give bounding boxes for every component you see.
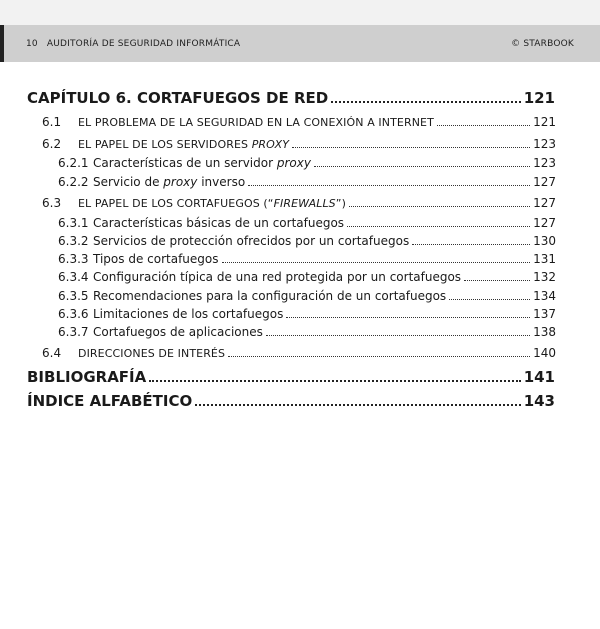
leader-dots — [449, 299, 530, 300]
toc-entry-page: 127 — [533, 196, 556, 210]
leader-dots — [437, 125, 530, 126]
toc-entry-6-3 — [42, 196, 556, 210]
section-number: 6.3.6 — [58, 307, 89, 321]
section-number: 6.2.2 — [58, 175, 89, 189]
toc-entry-6-2 — [42, 137, 556, 151]
toc-entry-6-1 — [42, 115, 556, 129]
toc-entry-6-3-3 — [58, 252, 556, 266]
toc-entry-6-3-5 — [58, 289, 556, 303]
toc-entry-indice-alfabetico — [27, 392, 555, 410]
label-text: ”) — [335, 197, 346, 210]
toc-entry-6-3-2 — [58, 234, 556, 248]
toc-entry-page: 121 — [533, 115, 556, 129]
toc-entry-label — [78, 197, 346, 210]
toc-entry-page: 123 — [533, 137, 556, 151]
toc-entry-label: Servicios de protección ofrecidos por un cortafuegos — [93, 234, 410, 248]
leader-dots — [228, 356, 530, 357]
toc-entry-label: Limitaciones de los cortafuegos — [93, 307, 284, 321]
running-header — [0, 25, 600, 62]
toc-entry-label: Recomendaciones para la configuración de un cortafuegos — [93, 289, 447, 303]
leader-dots — [195, 404, 520, 406]
label-text: EL PAPEL DE LOS CORTAFUEGOS (“ — [78, 197, 274, 210]
section-number: 6.3.2 — [58, 234, 89, 248]
leader-dots — [464, 280, 530, 281]
leader-dots — [314, 166, 530, 167]
toc-entry-label: CAPÍTULO 6. CORTAFUEGOS DE RED — [27, 89, 329, 107]
label-italic: proxy — [276, 156, 311, 170]
label-text: inverso — [197, 175, 246, 189]
toc-entry-6-3-6 — [58, 307, 556, 321]
label-text: Características de un servidor — [93, 156, 277, 170]
label-text: EL PAPEL DE LOS SERVIDORES — [78, 138, 252, 151]
leader-dots — [286, 317, 530, 318]
section-number: 6.3 — [42, 196, 62, 210]
label-italic: PROXY — [251, 138, 290, 151]
section-number: 6.3.4 — [58, 270, 89, 284]
toc-entry-page: 130 — [533, 234, 556, 248]
toc-entry-label: Características básicas de un cortafuegos — [93, 216, 345, 230]
toc-entry-label: Tipos de cortafuegos — [93, 252, 219, 266]
toc-entry-label: ÍNDICE ALFABÉTICO — [27, 392, 193, 410]
toc-entry-page: 127 — [533, 216, 556, 230]
section-number: 6.3.3 — [58, 252, 89, 266]
section-number: 6.4 — [42, 346, 62, 360]
toc-entry-label: BIBLIOGRAFÍA — [27, 368, 147, 386]
leader-dots — [349, 206, 530, 207]
label-text: Servicio de — [93, 175, 164, 189]
toc-entry-page: 143 — [523, 392, 555, 410]
toc-entry-label: Configuración típica de una red protegida por un cortafuegos — [93, 270, 462, 284]
section-number: 6.2.1 — [58, 156, 89, 170]
toc-entry-6-2-1 — [58, 156, 556, 170]
leader-dots — [248, 185, 530, 186]
section-number: 6.1 — [42, 115, 62, 129]
running-title: AUDITORÍA DE SEGURIDAD INFORMÁTICA — [46, 38, 241, 49]
toc-entry-page: 127 — [533, 175, 556, 189]
toc-entry-page: 132 — [533, 270, 556, 284]
toc-entry-page: 131 — [533, 252, 556, 266]
toc-entry-page: 121 — [523, 89, 555, 107]
leader-dots — [292, 147, 530, 148]
label-italic: proxy — [163, 175, 198, 189]
toc-entry-page: 140 — [533, 346, 556, 360]
section-number: 6.3.1 — [58, 216, 89, 230]
toc-entry-page: 134 — [533, 289, 556, 303]
section-number: 6.3.5 — [58, 289, 89, 303]
toc-entry-page: 138 — [533, 325, 556, 339]
toc-entry-page: 137 — [533, 307, 556, 321]
leader-dots — [331, 101, 520, 103]
toc-entry-page: 123 — [533, 156, 556, 170]
toc-entry-page: 141 — [523, 368, 555, 386]
publisher-mark: © STARBOOK — [511, 38, 574, 49]
toc-entry-6-3-4 — [58, 270, 556, 284]
toc-entry-chapter-6 — [27, 89, 555, 107]
section-number: 6.2 — [42, 137, 62, 151]
toc-entry-bibliografia — [27, 368, 555, 386]
leader-dots — [149, 380, 520, 382]
toc-entry-6-3-7 — [58, 325, 556, 339]
leader-dots — [266, 335, 530, 336]
label-italic: FIREWALLS — [273, 197, 336, 210]
page-top-margin — [0, 0, 600, 25]
toc-entry-6-4 — [42, 346, 556, 360]
toc-entry-label: EL PROBLEMA DE LA SEGURIDAD EN LA CONEXIÓN A INTERNET — [78, 116, 434, 129]
toc-entry-label — [93, 175, 245, 189]
leader-dots — [412, 244, 530, 245]
page-number: 10 — [26, 38, 38, 49]
leader-dots — [222, 262, 531, 263]
toc-entry-label — [93, 156, 311, 170]
toc-entry-label: Cortafuegos de aplicaciones — [93, 325, 263, 339]
leader-dots — [347, 226, 530, 227]
toc-entry-label — [78, 138, 289, 151]
toc-entry-6-3-1 — [58, 216, 556, 230]
toc-entry-6-2-2 — [58, 175, 556, 189]
toc-entry-label: DIRECCIONES DE INTERÉS — [78, 347, 226, 360]
section-number: 6.3.7 — [58, 325, 89, 339]
